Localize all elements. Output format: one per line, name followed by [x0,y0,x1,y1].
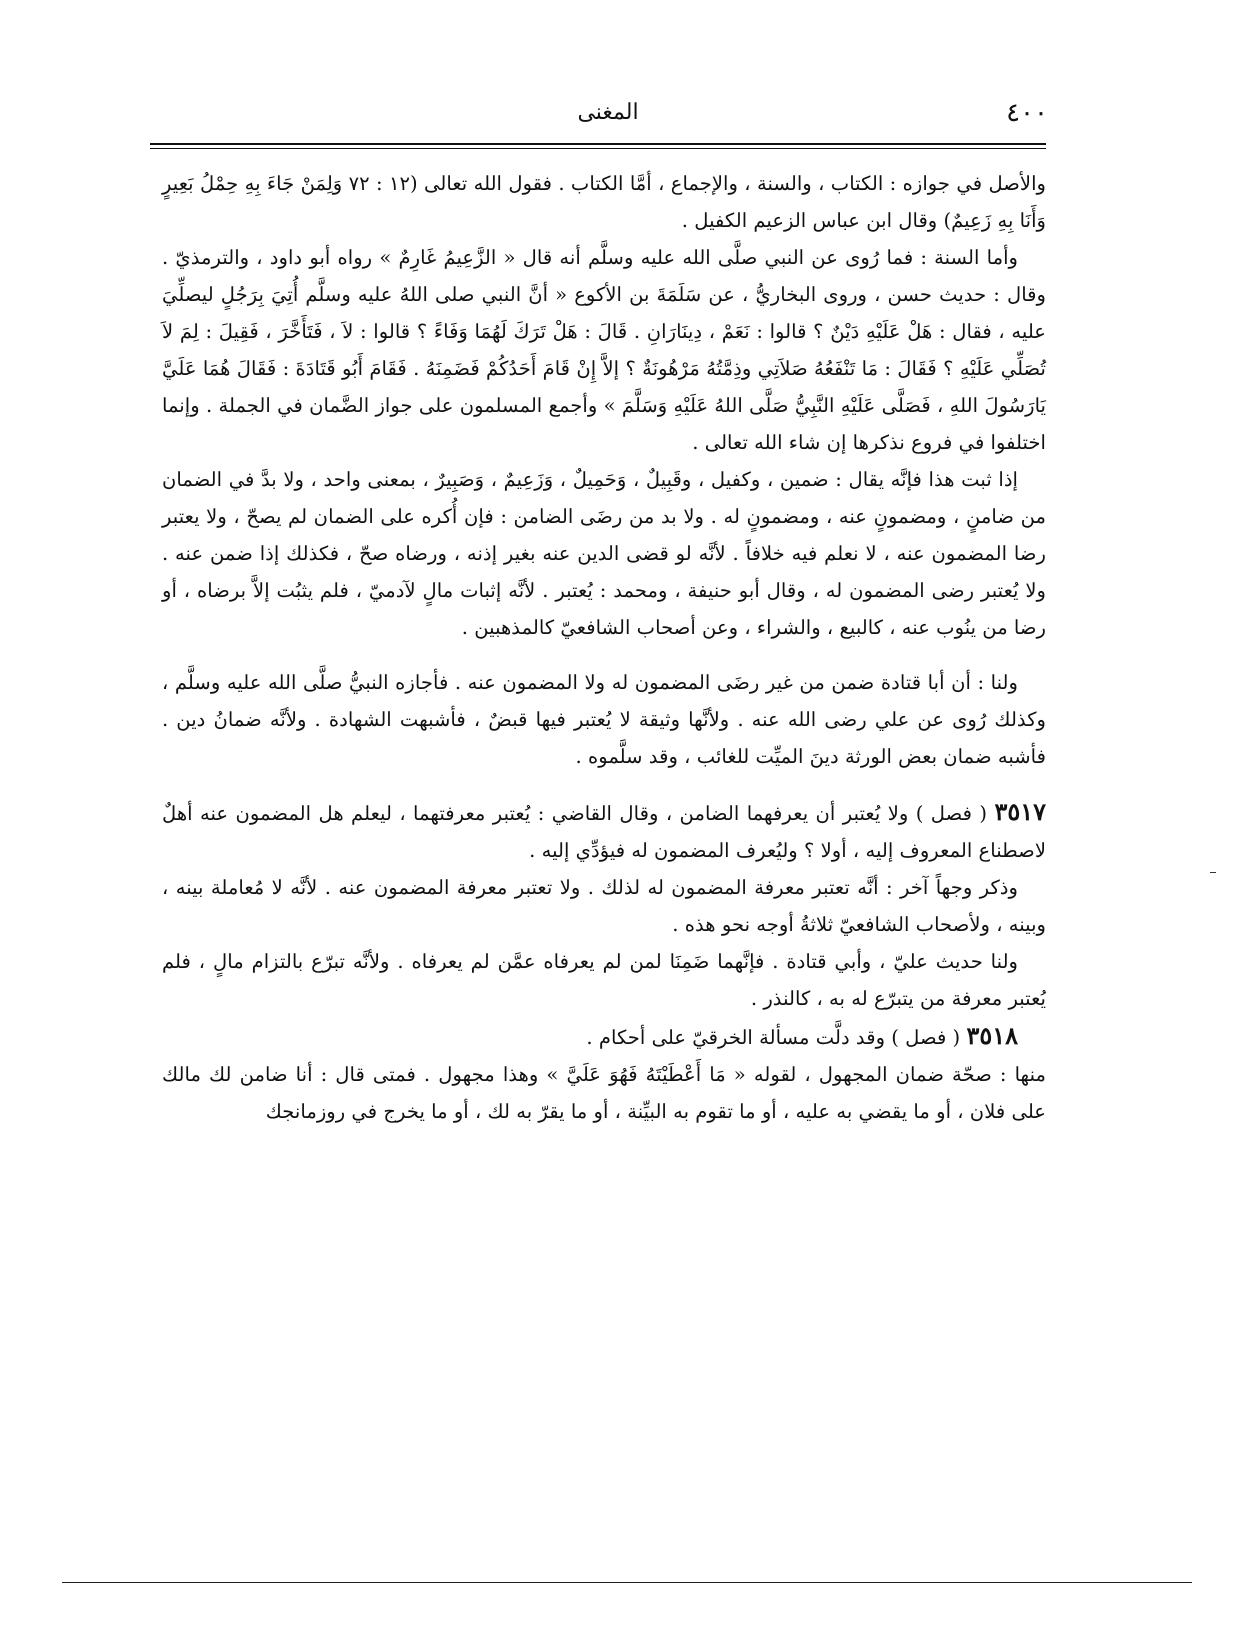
page-number: ٤٠٠ [1006,98,1048,128]
body-text [162,165,1046,1130]
paragraph-sunnah: وأما السنة : فما رُوى عن النبي صلَّى الله عليه وسلَّم أنه قال « الزَّعِيمُ غَارِمٌ » رواه أبو داود ، والترمذيّ . وقال : حديث حسن ، وروى البخاريُّ ، عن سَلَمَةَ بن الأكوع « أنَّ النبي صلى اللهُ عليه وسلَّم أُتِيَ بِرَجُلٍ ليصلِّيَ عليه ، فقال : هَلْ عَلَيْهِ دَيْنٌ ؟ قالوا : نَعَمْ ، دِينَارَانِ . قَالَ : هَلْ تَرَكَ لَهُمَا وَفَاءً ؟ قالوا : لاَ ، فَتَأَخَّرَ ، فَقِيلَ : لِمَ لاَ تُصَلِّي عَلَيْهِ ؟ فَقَالَ : مَا تَنْفَعُهُ صَلاَتِي وذِمَّتُهُ مَرْهُونَةٌ ؟ إلاَّ إِنْ قَامَ أَحَدُكُمْ فَضَمِنَهُ . فَقَامَ أَبُو قَتَادَةَ : فَقَالَ هُمَا عَلَيَّ يَارَسُولَ اللهِ ، فَصَلَّى عَلَيْهِ النَّبِيُّ صَلَّى اللهُ عَلَيْهِ وَسَلَّمَ » وأجمع المسلمون على جواز الضَّمان في الجملة . وإنما اختلفوا في فروع نذكرها إن شاء الله تعالى . [162,246,1046,454]
footer-rule [62,1582,1192,1583]
margin-mark [1210,872,1216,873]
running-title: المغنى [577,100,639,125]
paragraph-our-view: ولنا : أن أبا قتادة ضمن من غير رضَى المضمون له ولا المضمون عنه . فأجازه النبيُّ صلَّى الله عليه وسلَّم ، وكذلك رُوى عن علي رضى الله عنه . ولأنَّها وثيقة لا يُعتبر فيها قبضٌ ، فأشبهت الشهادة . ولأنَّه ضمانُ دين . فأشبه ضمان بعض الورثة دينَ الميِّت للغائب ، وقد سلَّموه . [162,671,1046,768]
header-rule [150,143,1046,145]
page-header [168,98,1048,138]
section-3517: ٣٥١٧ ( فصل ) ولا يُعتبر أن يعرفهما الضامن ، وقال القاضي : يُعتبر معرفتهما ، ليعلم هل المضمون عنه أهلٌ لاصطناع المعروف إليه ، أولا ؟ وليُعرف المضمون له فيؤدِّي إليه . [162,797,1046,862]
paragraph-terms: إذا ثبت هذا فإنَّه يقال : ضمين ، وكفيل ، وقَبِيلٌ ، وَحَمِيلٌ ، وَزَعِيمٌ ، وَصَبِيرٌ ، بمعنى واحد ، ولا بدَّ في الضمان من ضامنٍ ، ومضمونٍ عنه ، ومضمونٍ له . ولا بد من رضَى الضامن : فإن أُكره على الضمان لم يصحّ ، ولا يعتبر رضا المضمون عنه ، لا نعلم فيه خلافاً . لأنَّه لو قضى الدين عنه بغير إذنه ، ورضاه صحّ ، فكذلك إذا ضمن عنه . ولا يُعتبر رضى المضمون له ، وقال أبو حنيفة ، ومحمد : يُعتبر . لأنَّه إثبات مالٍ لآدميّ ، فلم يثبُت إلاَّ برضاه ، أو رضا من ينُوب عنه ، كالبيع ، والشراء ، وعن أصحاب الشافعيّ كالمذهبين . [162,468,1046,639]
paragraph-hadith-ali: ولنا حديث عليّ ، وأبي قتادة . فإنَّهما ضَمِنَا لمن لم يعرفاه عمَّن لم يعرفاه . ولأنَّه تبرّع بالتزام مالٍ ، فلم يُعتبر معرفة من يتبرّع له به ، كالنذر . [162,950,1046,1010]
section-number: ٣٥١٨ [966,1021,1018,1050]
header-rule-thin [150,148,1046,149]
section-number: ٣٥١٧ [994,797,1046,826]
section-3518: ٣٥١٨ ( فصل ) وقد دلَّت مسألة الخرقيّ على أحكام . [586,1021,1018,1050]
paragraph-unknown-guarantee: منها : صحّة ضمان المجهول ، لقوله « مَا أَعْطَيْتَهُ فَهُوَ عَلَيَّ » وهذا مجهول . فمتى قال : أنا ضامن لك مالك على فلان ، أو ما يقضي به عليه ، أو ما تقوم به البيِّنة ، أو ما يقرّ به لك ، أو ما يخرج في روزمانجك [162,1063,1046,1123]
paragraph-another-view: وذكر وجهاً آخر : أنَّه تعتبر معرفة المضمون له لذلك . ولا تعتبر معرفة المضمون عنه . لأنَّه لا مُعاملة بينه ، وبينه ، ولأصحاب الشافعيّ ثلاثةُ أوجه نحو هذه . [162,876,1046,936]
paragraph-evidence: والأصل في جوازه : الكتاب ، والسنة ، والإجماع ، أمَّا الكتاب . فقول الله تعالى (١٢ : ٧٢ وَلِمَنْ جَاءَ بِهِ حِمْلُ بَعِيرٍ وَأَنَا بِهِ زَعِيمٌ) وقال ابن عباس الزعيم الكفيل . [162,172,1047,232]
